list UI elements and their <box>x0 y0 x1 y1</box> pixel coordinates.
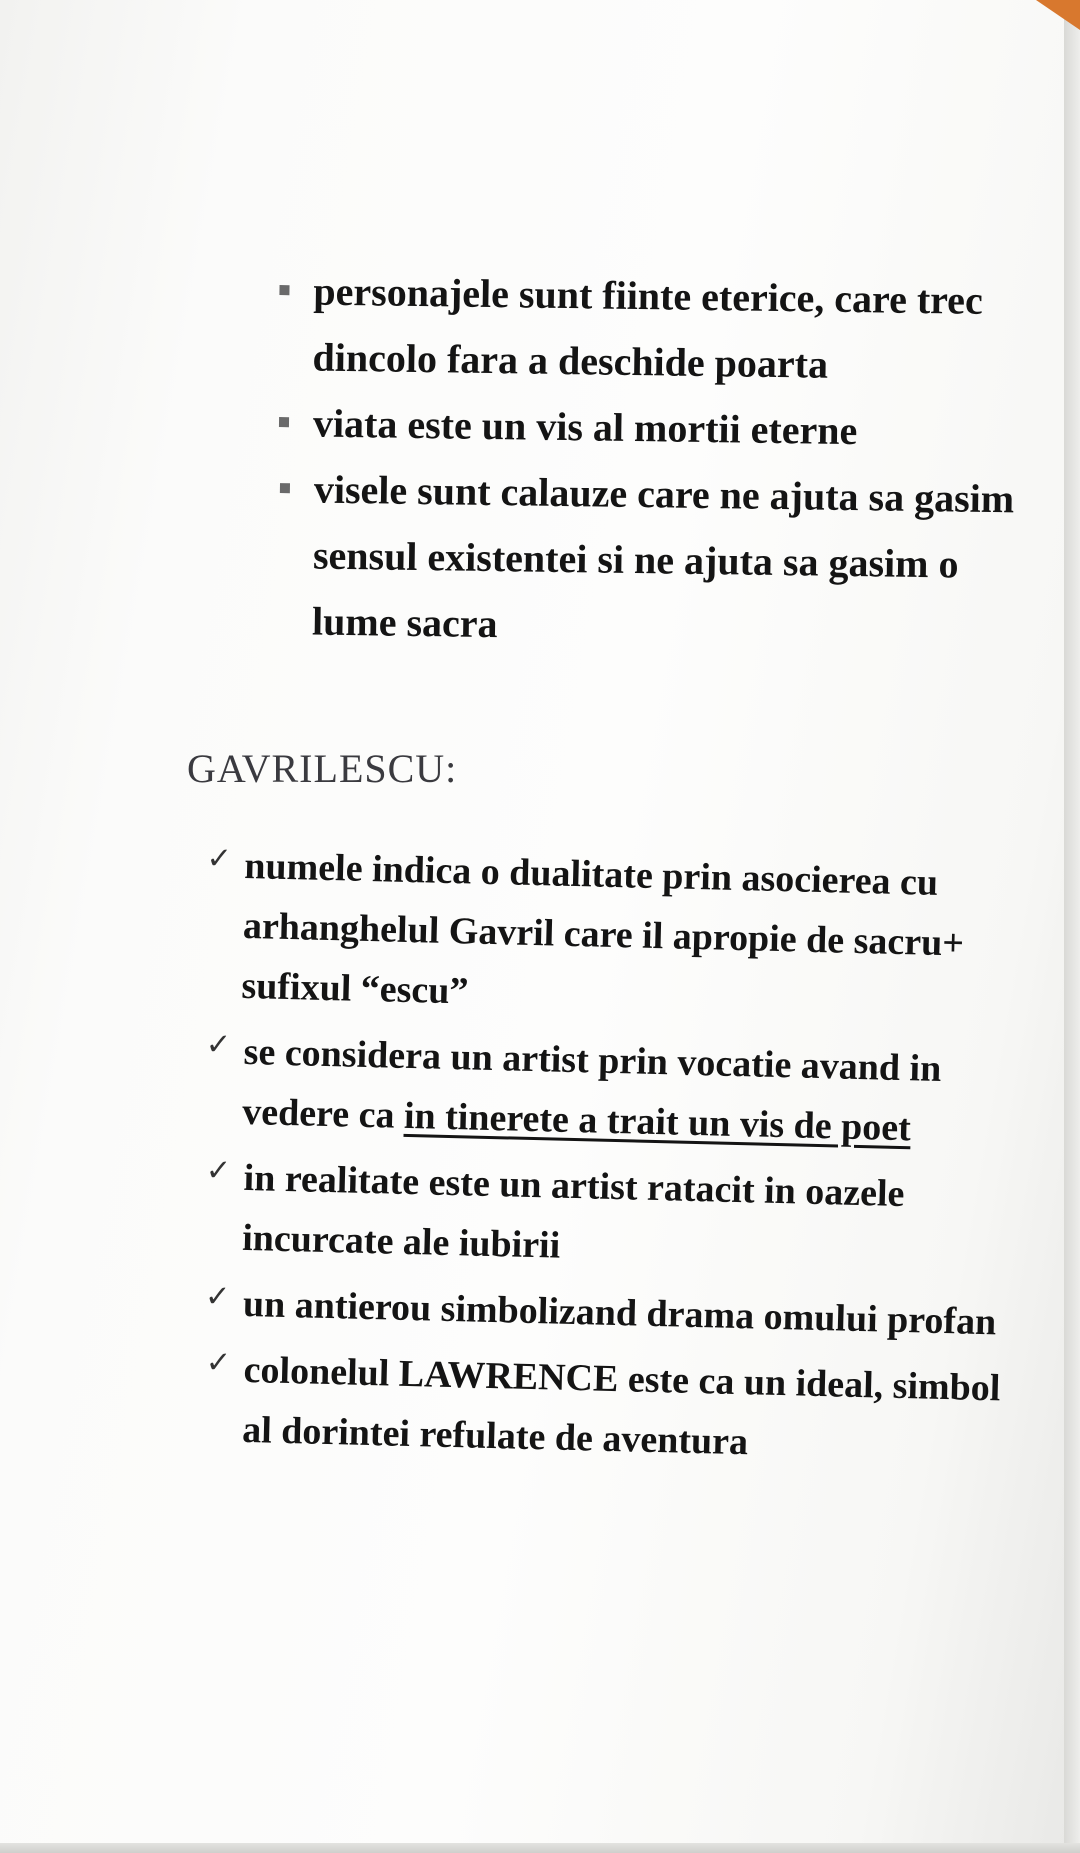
bullet-text: personajele sunt fiinte eterice, care trec dincolo fara a deschide poarta <box>312 268 984 387</box>
square-bullet-icon <box>279 285 289 295</box>
check-list <box>205 835 1025 1465</box>
section-heading: GAVRILESCU: <box>187 746 458 791</box>
bullet-item <box>274 456 1047 665</box>
bullet-text: visele sunt calauze care ne ajuta sa gasim sensul existentei si ne ajuta sa gasim o lume sacra <box>311 466 1015 647</box>
check-item <box>204 1021 1027 1161</box>
checkmark-icon: ✓ <box>204 1279 231 1315</box>
bullet-text: viata este un vis al mortii eterne <box>312 400 858 454</box>
checkmark-icon: ✓ <box>205 1027 232 1063</box>
check-item <box>204 1339 1027 1479</box>
check-text: colonelul LAWRENCE este ca un ideal, simbol al dorintei refulate de aventura <box>241 1348 1001 1464</box>
check-text: numele indica o dualitate prin asocierea cu arhanghelul Gavril care il apropie de sacru+ sufixul “escu” <box>241 844 965 1013</box>
square-bullet-icon <box>279 417 289 427</box>
check-text: un antierou simbolizand drama omului profan <box>242 1282 997 1344</box>
checkmark-icon: ✓ <box>206 841 233 877</box>
square-bullet-icon <box>280 483 290 493</box>
bullet-item <box>275 390 1046 467</box>
check-text: in realitate este un artist ratacit in oazele incurcate ale iubirii <box>241 1156 905 1267</box>
bullet-list <box>275 258 1045 654</box>
check-item <box>204 1147 1027 1287</box>
bullet-item <box>274 258 1046 401</box>
checkmark-icon: ✓ <box>205 1153 232 1189</box>
check-item <box>203 835 1027 1035</box>
underlined-phrase: in tinerete a trait un vis de poet <box>403 1094 912 1150</box>
checkmark-icon: ✓ <box>205 1345 232 1381</box>
paper-edge <box>1064 0 1080 1853</box>
check-text: se considera un artist prin vocatie avand in vedere ca <box>241 1030 942 1137</box>
bottom-edge <box>0 1843 1080 1853</box>
